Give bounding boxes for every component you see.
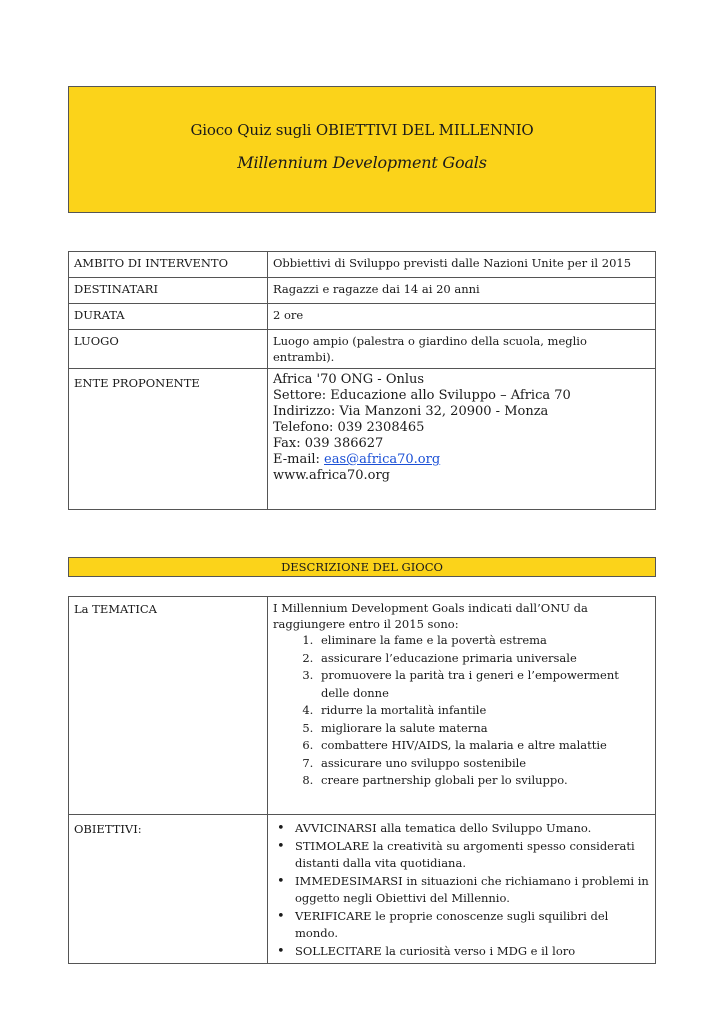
list-item <box>277 838 650 873</box>
objective-text: IMMEDESIMARSI in situazioni che richiamano i problemi in oggetto negli Obiettivi del Millennio. <box>295 873 649 905</box>
table-row <box>69 252 656 278</box>
obiettivi-content <box>268 815 656 964</box>
tematica-intro: I Millennium Development Goals indicati dall’ONU da raggiungere entro il 2015 sono: <box>273 601 588 631</box>
row-label: OBIETTIVI: <box>69 815 268 964</box>
objective-text: AVVICINARSI alla tematica dello Sviluppo Umano. <box>295 821 592 835</box>
row-label: LUOGO <box>69 330 268 369</box>
list-item: 3. promuovere la parità tra i generi e l’empowerment delle donne <box>317 667 650 702</box>
objective-text: VERIFICARE le proprie conoscenze sugli squilibri del mondo. <box>295 908 609 940</box>
row-label: DURATA <box>69 304 268 330</box>
table-row <box>69 330 656 369</box>
row-label: AMBITO DI INTERVENTO <box>69 252 268 278</box>
goals-list <box>273 632 650 790</box>
row-value: Obbiettivi di Sviluppo previsti dalle Nazioni Unite per il 2015 <box>268 252 656 278</box>
objective-text: SOLLECITARE la curiosità verso i MDG e il loro <box>295 943 576 958</box>
email-prefix: E-mail: <box>273 452 325 467</box>
list-item <box>277 943 650 961</box>
ente-org: Africa '70 ONG - Onlus <box>273 372 425 387</box>
row-label: DESTINATARI <box>69 278 268 304</box>
table-row <box>69 304 656 330</box>
list-item <box>277 873 650 908</box>
bullet-icon: • <box>277 821 285 836</box>
document-subtitle: Millennium Development Goals <box>237 153 487 172</box>
list-item: 8. creare partnership globali per lo sviluppo. <box>317 772 650 790</box>
row-label: ENTE PROPONENTE <box>69 369 268 510</box>
table-row <box>69 815 656 964</box>
list-item: 6. combattere HIV/AIDS, la malaria e altre malattie <box>317 737 650 755</box>
email-link[interactable]: eas@africa70.org <box>324 452 441 467</box>
info-table <box>68 251 656 510</box>
bullet-icon: • <box>277 838 285 854</box>
list-item: 7. assicurare uno sviluppo sostenibile <box>317 755 650 773</box>
list-item: 2. assicurare l’educazione primaria universale <box>317 650 650 668</box>
section-header: DESCRIZIONE DEL GIOCO <box>68 557 656 577</box>
ente-email-line <box>273 452 650 468</box>
ente-telefono: Telefono: 039 2308465 <box>273 420 425 435</box>
table-row <box>69 278 656 304</box>
bullet-icon: • <box>277 943 285 959</box>
row-label: La TEMATICA <box>69 597 268 815</box>
title-box <box>68 86 656 213</box>
tematica-content <box>268 597 656 815</box>
list-item <box>277 908 650 943</box>
row-value: Luogo ampio (palestra o giardino della scuola, meglio entrambi). <box>268 330 656 369</box>
list-item: 4. ridurre la mortalità infantile <box>317 702 650 720</box>
bullet-icon: • <box>277 873 285 889</box>
bullet-icon: • <box>277 908 285 924</box>
list-item: 5. migliorare la salute materna <box>317 720 650 738</box>
objectives-list <box>273 820 650 960</box>
list-item: 1. eliminare la fame e la povertà estrema <box>317 632 650 650</box>
ente-details <box>268 369 656 510</box>
row-value: 2 ore <box>268 304 656 330</box>
ente-settore: Settore: Educazione allo Sviluppo – Africa 70 <box>273 388 571 403</box>
row-value: Ragazzi e ragazze dai 14 ai 20 anni <box>268 278 656 304</box>
ente-website: www.africa70.org <box>273 468 390 483</box>
description-table <box>68 596 656 964</box>
document-title: Gioco Quiz sugli OBIETTIVI DEL MILLENNIO <box>190 121 534 139</box>
list-item <box>277 820 650 838</box>
ente-indirizzo: Indirizzo: Via Manzoni 32, 20900 - Monza <box>273 404 549 419</box>
table-row <box>69 597 656 815</box>
ente-fax: Fax: 039 386627 <box>273 436 384 451</box>
objective-text: STIMOLARE la creatività su argomenti spesso considerati distanti dalla vita quotidiana. <box>295 838 635 870</box>
table-row <box>69 369 656 510</box>
